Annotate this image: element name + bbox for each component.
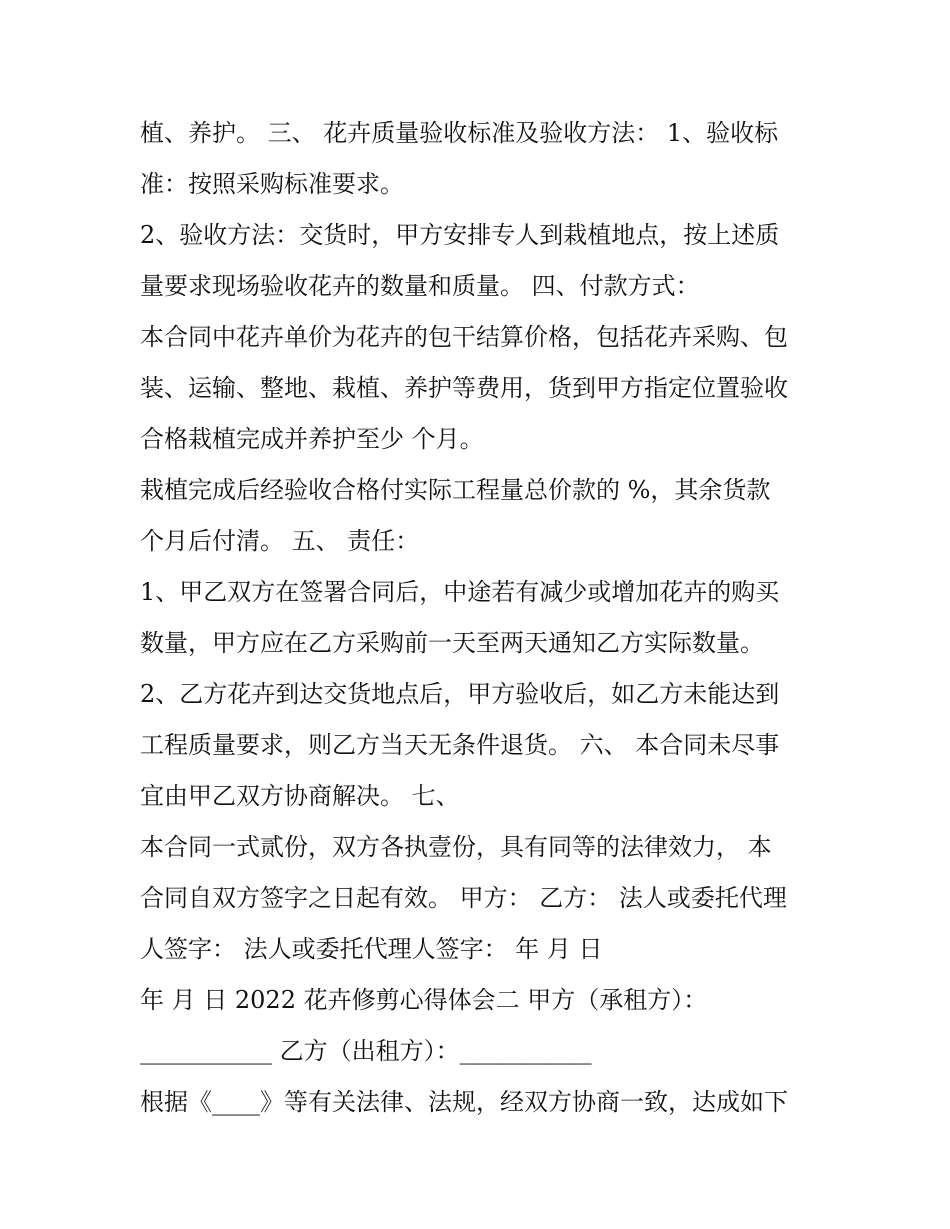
text-line: 2、验收方法：交货时，甲方安排专人到栽植地点，按上述质	[140, 221, 780, 249]
text-line: 本合同一式贰份，双方各执壹份，具有同等的法律效力， 本	[140, 833, 772, 861]
text-line: 装、运输、整地、栽植、养护等费用，货到甲方指定位置验收	[140, 374, 788, 402]
text-line: 合格栽植完成并养护至少 个月。	[140, 425, 484, 453]
text-line: 宜由甲乙双方协商解决。 七、	[140, 782, 460, 810]
text-line: 个月后付清。 五、 责任：	[140, 527, 420, 555]
text-line: ___________ 乙方（出租方）：___________	[140, 1037, 592, 1065]
text-line: 栽植完成后经验收合格付实际工程量总价款的 %，其余货款	[140, 476, 771, 504]
text-line: 合同自双方签字之日起有效。 甲方： 乙方： 法人或委托代理	[140, 884, 787, 912]
text-line: 植、养护。 三、 花卉质量验收标准及验收方法： 1、验收标	[140, 119, 779, 147]
text-line: 数量，甲方应在乙方采购前一天至两天通知乙方实际数量。	[140, 629, 764, 657]
text-line: 人签字： 法人或委托代理人签字： 年 月 日	[140, 935, 603, 963]
text-line: 准：按照采购标准要求。	[140, 170, 404, 198]
text-line: 2、乙方花卉到达交货地点后，甲方验收后，如乙方未能达到	[140, 680, 780, 708]
text-line: 1、甲乙双方在签署合同后，中途若有减少或增加花卉的购买	[140, 578, 780, 606]
text-line: 工程质量要求，则乙方当天无条件退货。 六、 本合同未尽事	[140, 731, 780, 759]
text-line: 根据《____》等有关法律、法规，经双方协商一致，达成如下	[140, 1088, 788, 1116]
document-body	[140, 108, 820, 1128]
text-line: 量要求现场验收花卉的数量和质量。 四、付款方式：	[140, 272, 700, 300]
text-line: 本合同中花卉单价为花卉的包干结算价格，包括花卉采购、包	[140, 323, 788, 351]
text-line: 年 月 日 2022 花卉修剪心得体会二 甲方（承租方）：	[140, 986, 708, 1014]
